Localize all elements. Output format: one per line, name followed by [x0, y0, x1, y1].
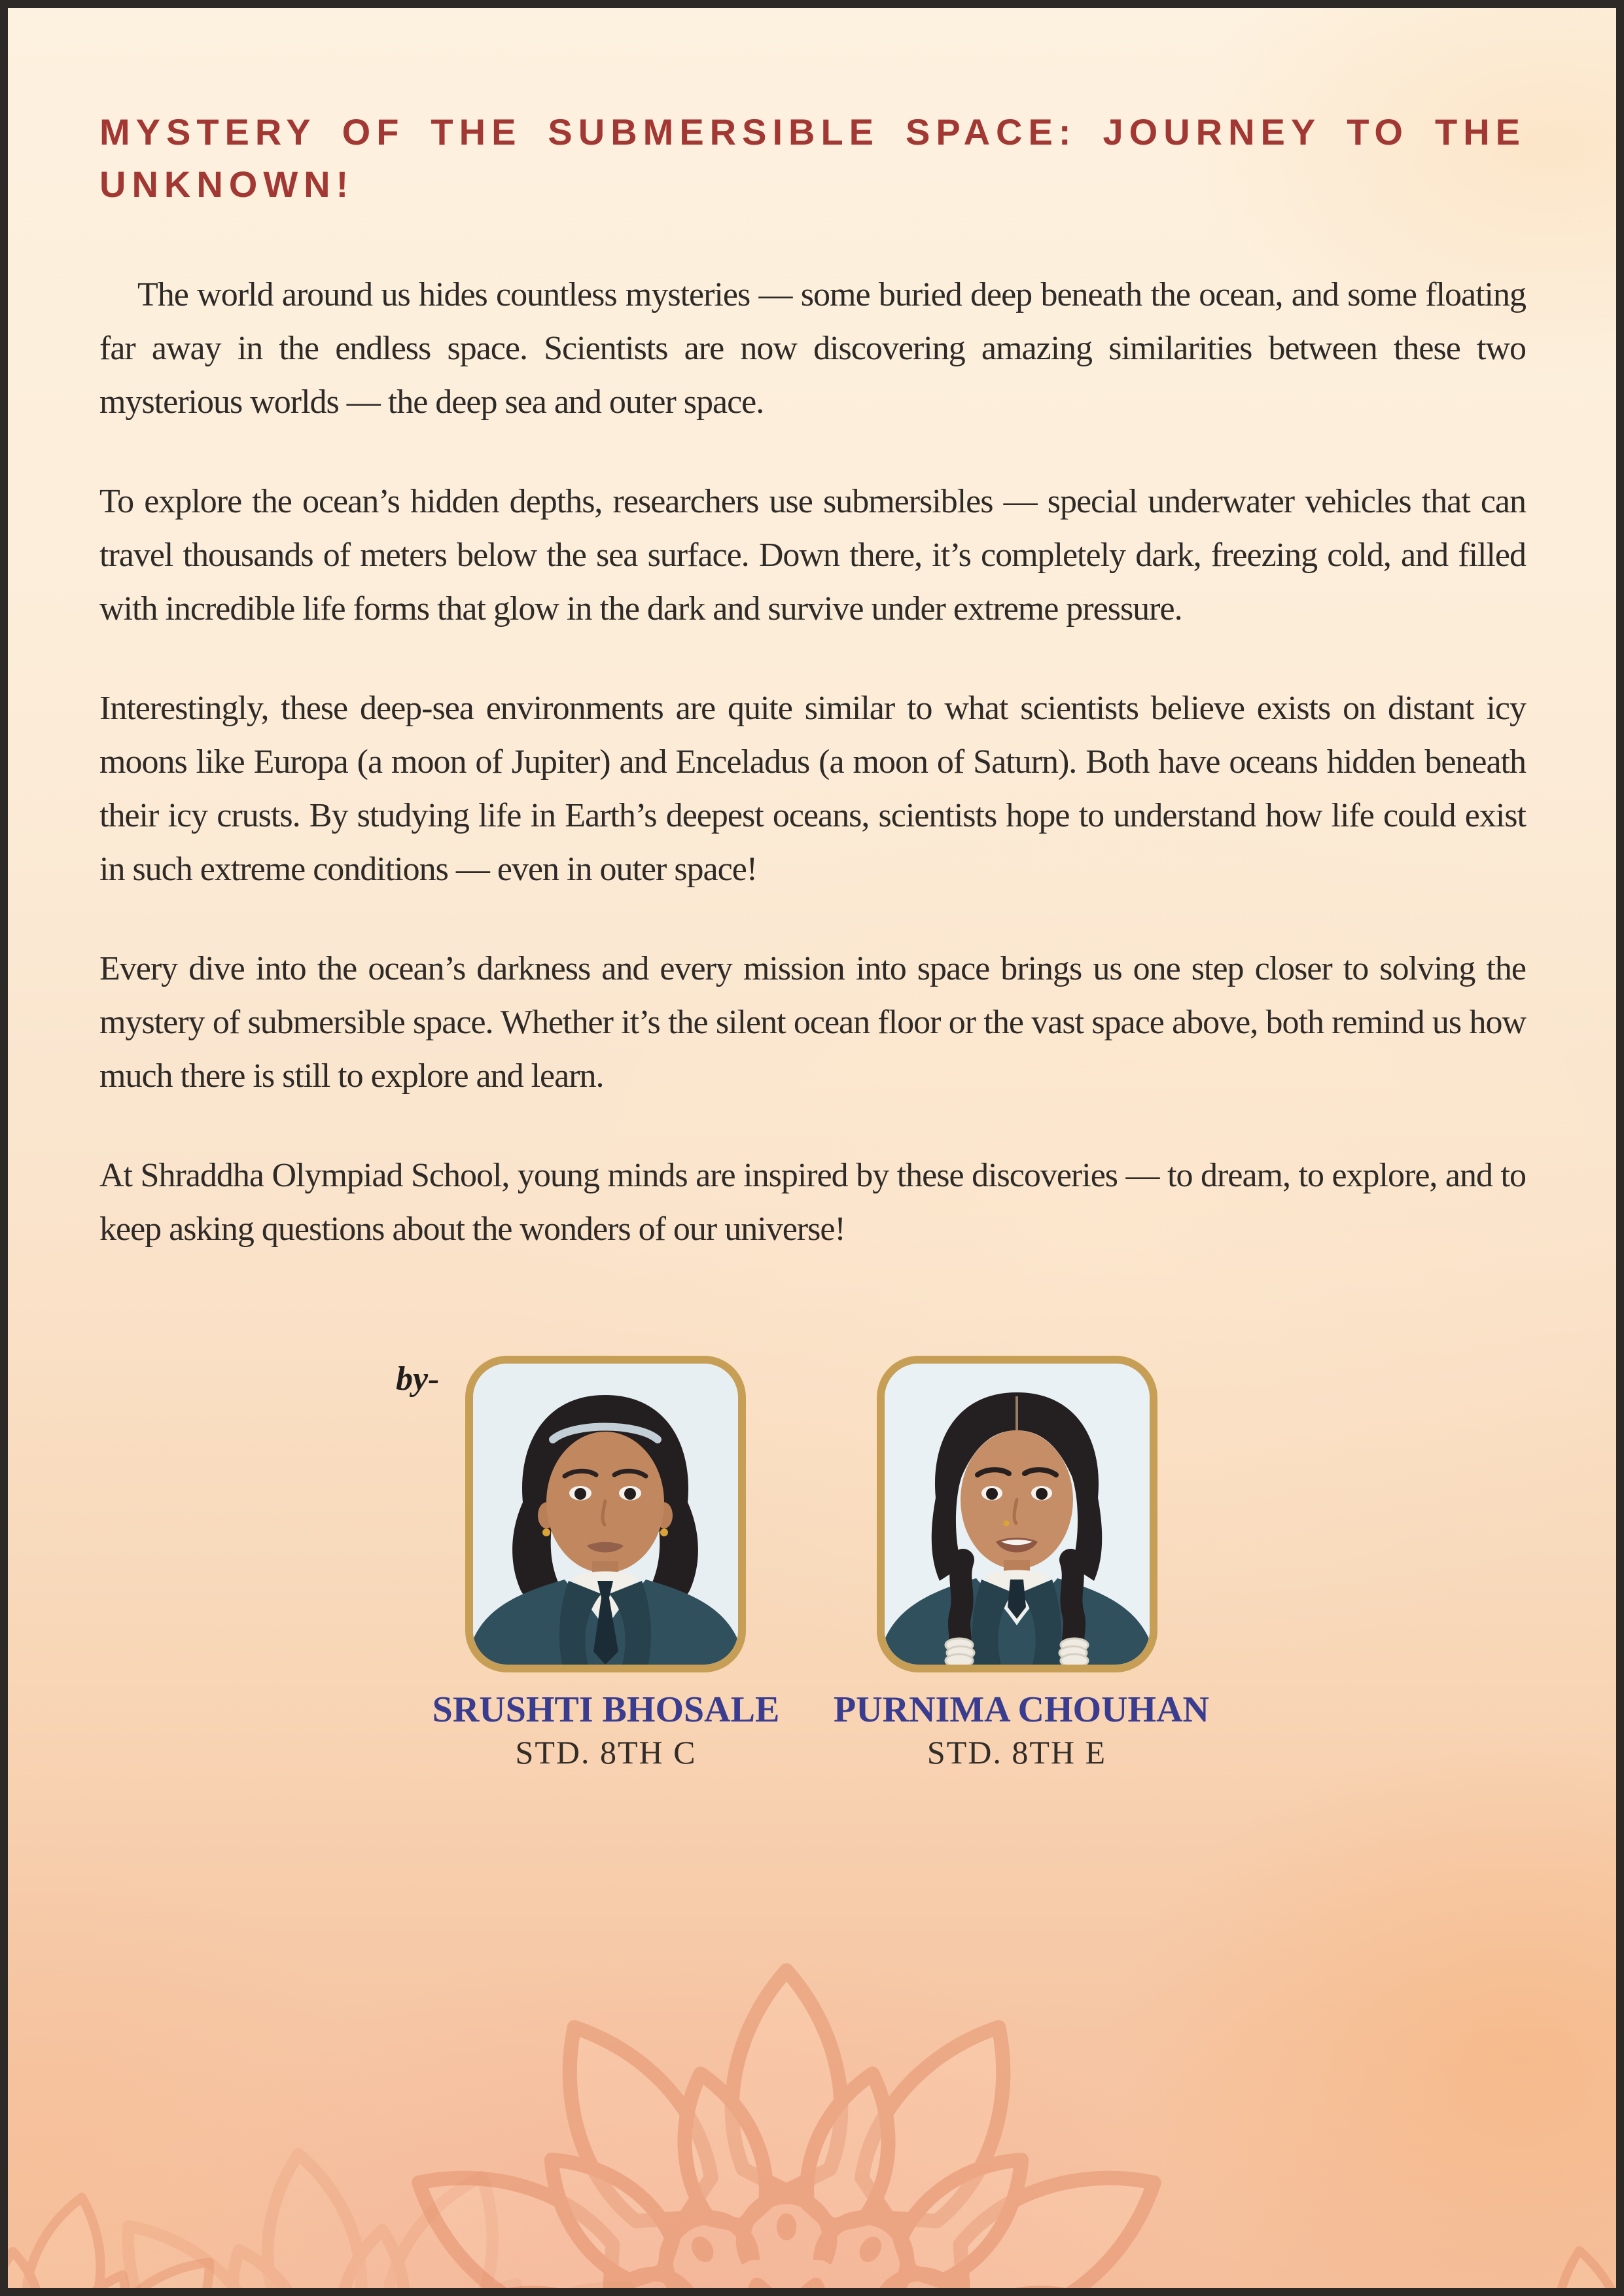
author-name: SRUSHTI BHOSALE	[432, 1689, 780, 1730]
author-caption	[423, 1689, 789, 1771]
nose-stud	[1004, 1521, 1010, 1527]
author-photo-purnima	[877, 1356, 1157, 1672]
article-paragraph: The world around us hides countless mysteries — some buried deep beneath the ocean, and some floating far away in the endless space. Scientists are now discovering amazing similarities between these two mysterious worlds — the deep sea and outer space.	[99, 276, 1526, 421]
author-photo-srushti	[465, 1356, 746, 1672]
author-standard: STD. 8TH C	[515, 1734, 697, 1771]
scrunchie	[1059, 1638, 1088, 1665]
article-paragraph: At Shraddha Olympiad School, young minds are inspired by these discoveries — to dream, to explore, and to keep asking questions about the wonders of our universe!	[99, 1157, 1526, 1248]
article-title-line1: MYSTERY OF THE SUBMERSIBLE SPACE: JOURNEY TO THE	[99, 111, 1526, 152]
mandala-ornament-right	[1335, 2231, 1624, 2296]
author-portrait-illustration	[473, 1364, 738, 1665]
author-standard: STD. 8TH E	[927, 1734, 1107, 1771]
mandala-ornament-ghost	[0, 2128, 728, 2296]
mandala-ornament-left	[0, 2174, 319, 2296]
mandala-ornament-center	[335, 1943, 1238, 2296]
article-content	[99, 8, 1526, 1302]
article-title-line2: UNKNOWN!	[99, 164, 355, 205]
article-paragraph: Interestingly, these deep-sea environments are quite similar to what scientists believe exists on distant icy moons like Europa (a moon of Jupiter) and Enceladus (a moon of Saturn). Both have oceans hidden beneath their icy crusts. By studying life in Earth’s deepest oceans, scientists hope to understand how life could exist in such extreme conditions — even in outer space!	[99, 690, 1526, 888]
scrunchie	[945, 1638, 974, 1665]
article-paragraph: To explore the ocean’s hidden depths, researchers use submersibles — special underwater vehicles that can travel thousands of meters below the sea surface. Down there, it’s completely dark, freezing cold, and filled with incredible life forms that glow in the dark and survive under extreme pressure.	[99, 483, 1526, 627]
author-caption	[834, 1689, 1209, 1771]
earring	[542, 1528, 550, 1536]
article-paragraph: Every dive into the ocean’s darkness and every mission into space brings us one step closer to solving the mystery of submersible space. Whether it’s the silent ocean floor or the vast space above, both remind us how much there is still to explore and learn.	[99, 950, 1526, 1095]
article-title	[99, 106, 1526, 211]
article-body	[99, 268, 1526, 1256]
author-name: PURNIMA CHOUHAN	[834, 1689, 1209, 1730]
earring	[660, 1528, 668, 1536]
byline-label: by-	[396, 1360, 440, 1398]
author-portrait-illustration	[885, 1364, 1150, 1665]
